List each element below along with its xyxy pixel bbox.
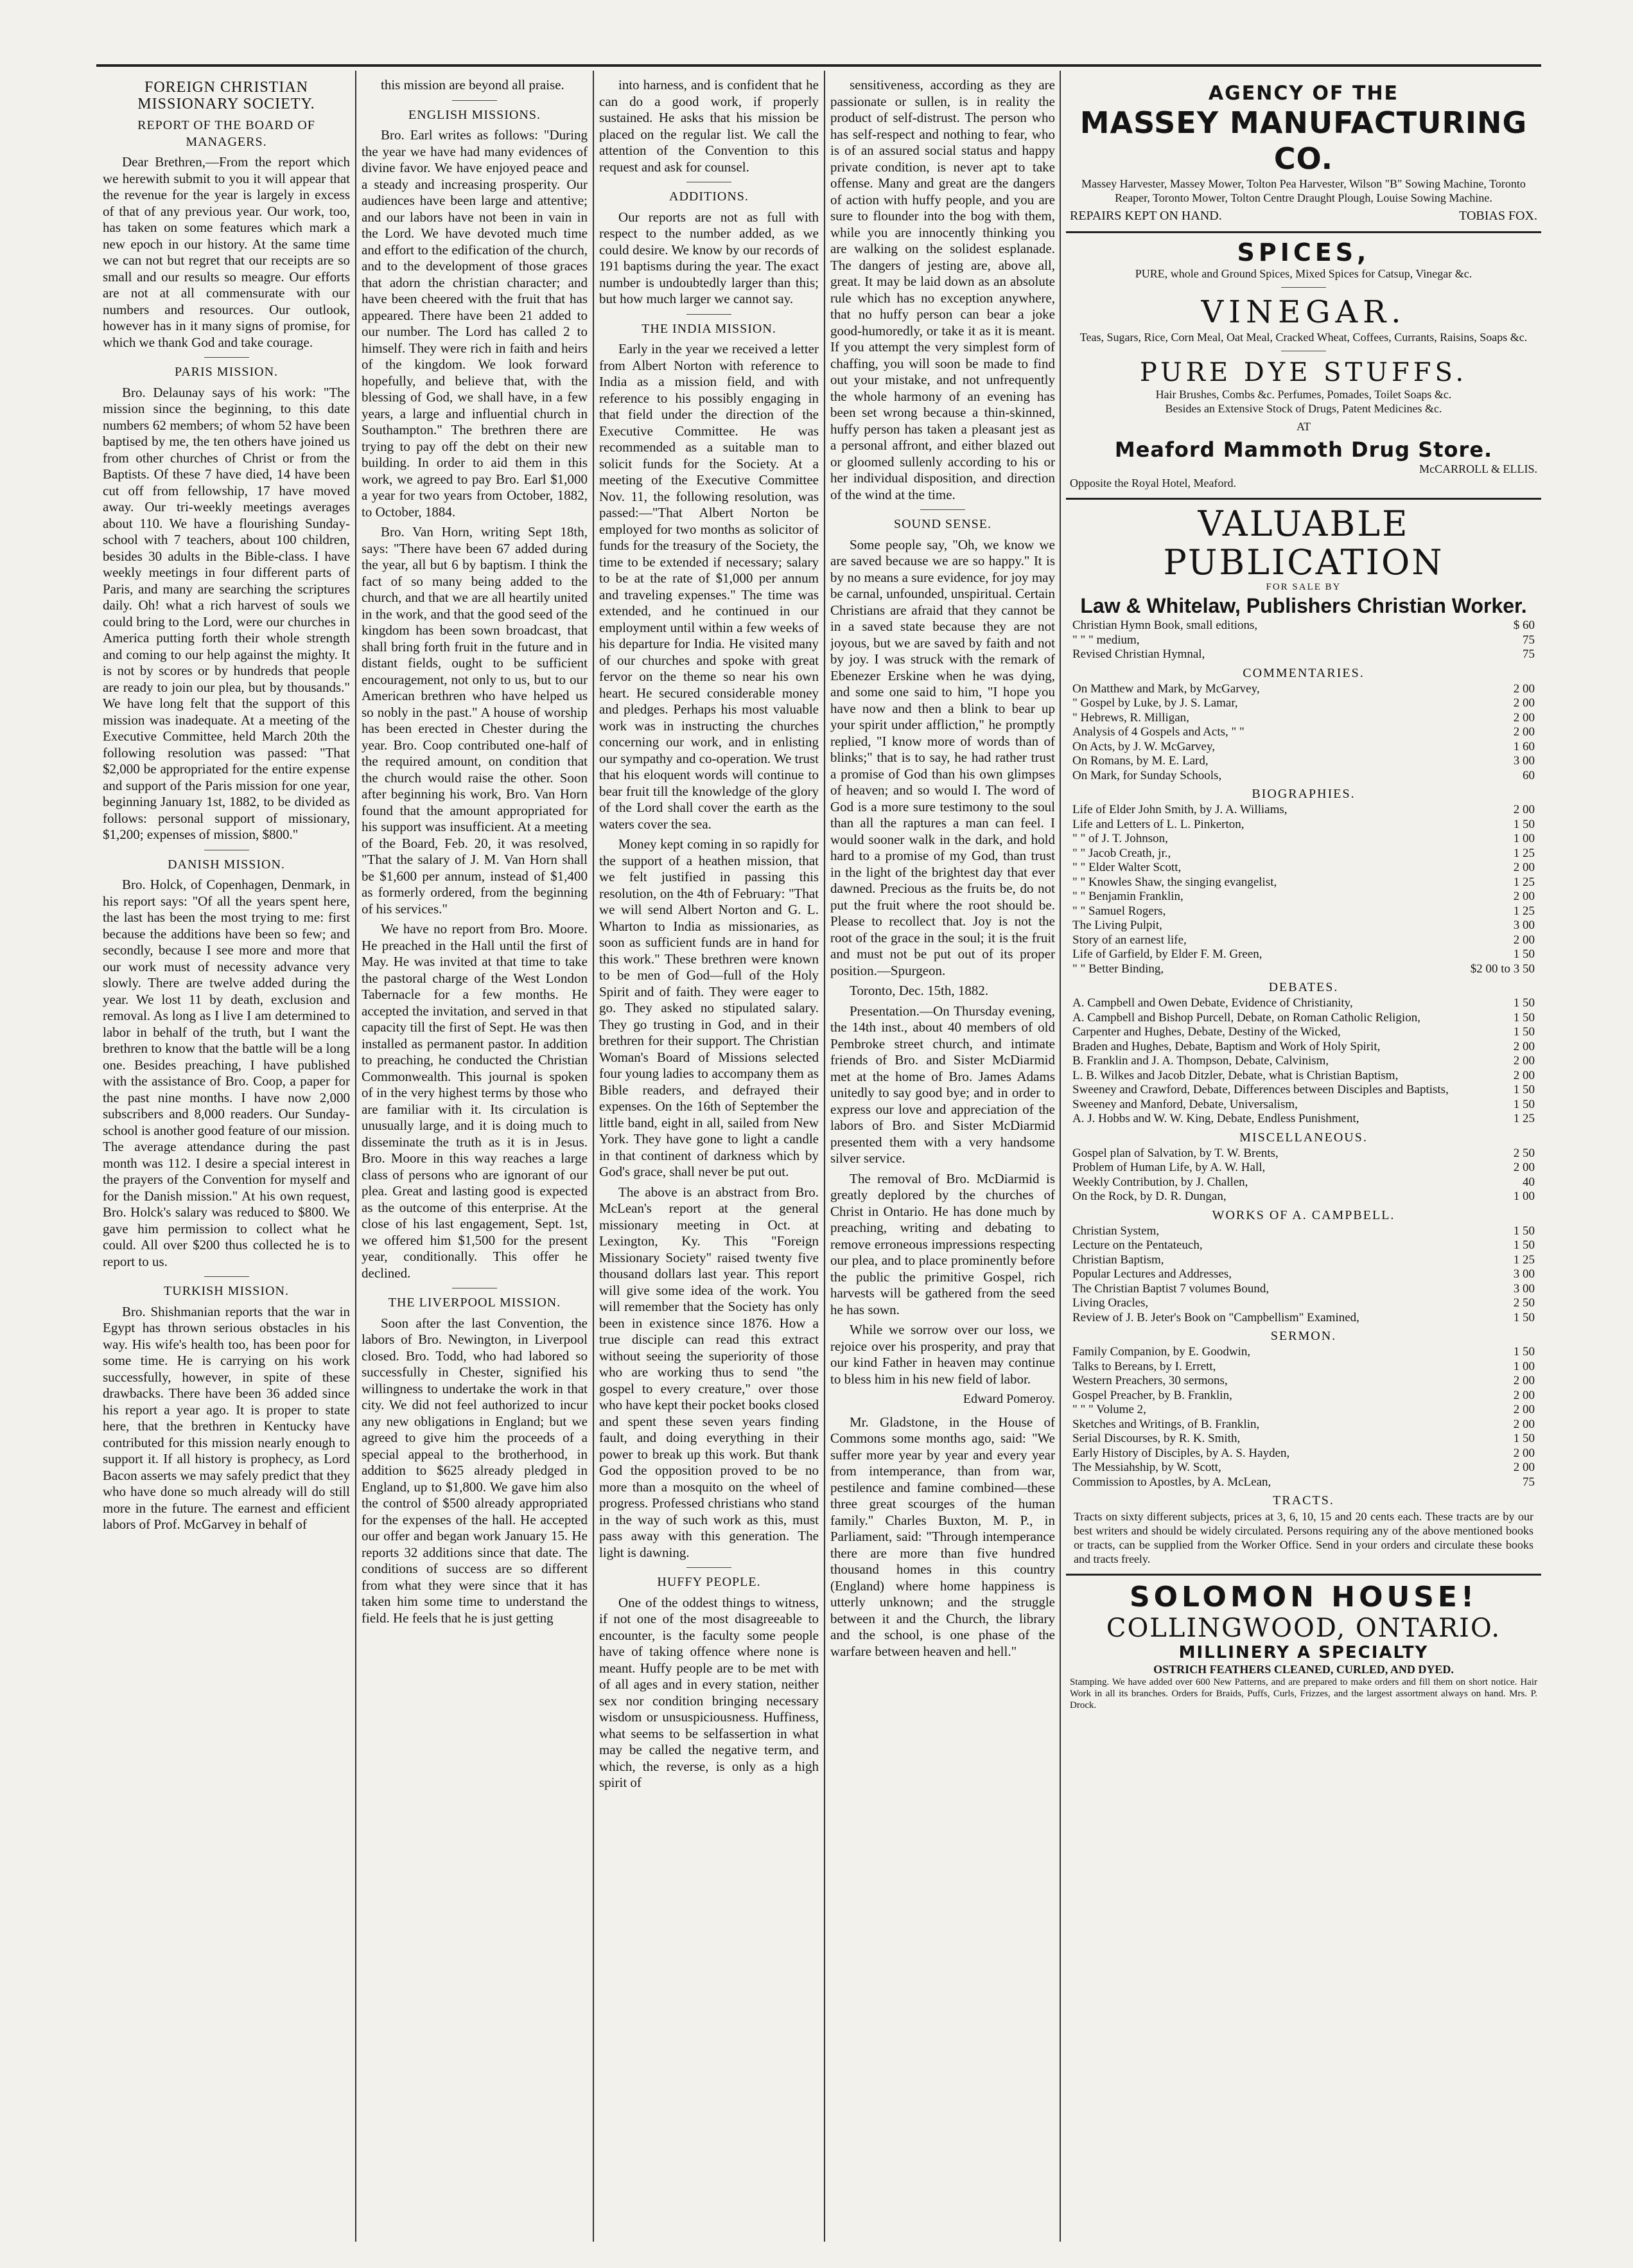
catalog-item-title: Sweeney and Crawford, Debate, Differences between Disciples and Baptists, xyxy=(1072,1083,1449,1096)
catalog-item-title: Life and Letters of L. L. Pinkerton, xyxy=(1072,817,1244,831)
article-paragraph: Presentation.—On Thursday evening, the 14th inst., about 40 members of old Pembroke street church, and intimate friends of Bro. and Sister McDiarmid met at the home of Bro. James Adams unitedly to say good bye; and in order to express our love and appreciation of the labors of Bro. and Sister McDiarmid presented them with a very handsome silver service. xyxy=(830,1003,1055,1166)
section-heading: PARIS MISSION. xyxy=(174,365,279,379)
catalog-item-title: On the Rock, by D. R. Dungan, xyxy=(1072,1190,1227,1203)
dye-body-2: Besides an Extensive Stock of Drugs, Patent Medicines &c. xyxy=(1165,402,1442,415)
catalog-item-title: Weekly Contribution, by J. Challen, xyxy=(1072,1175,1248,1189)
solomon-feathers: OSTRICH FEATHERS CLEANED, CURLED, AND DYED. xyxy=(1153,1663,1454,1676)
catalog-item-price: 2 00 xyxy=(1513,1374,1535,1387)
article-paragraph: The removal of Bro. McDiarmid is greatly deplored by the churches of Christ in Ontario. He has done much by preaching, writing and debating to remove erroneous impressions respecting our plea, and to place prominently before the public the primitive Gospel, rich harvests will be gathered from the seed he has sown. xyxy=(830,1170,1055,1317)
divider xyxy=(686,314,731,315)
catalog-item-title: Life of Garfield, by Elder F. M. Green, xyxy=(1072,947,1262,961)
catalog-item-price: 3 00 xyxy=(1513,754,1535,768)
catalog-item-title: Western Preachers, 30 sermons, xyxy=(1072,1374,1228,1387)
catalog-item xyxy=(1070,1389,1537,1403)
catalog-item-price: 2 00 xyxy=(1513,1446,1535,1460)
catalog-item xyxy=(1070,619,1537,633)
catalog-item-price: 1 00 xyxy=(1513,1190,1535,1203)
catalog-item-title: " " Knowles Shaw, the singing evangelist, xyxy=(1072,875,1277,889)
article-paragraph: While we sorrow over our loss, we rejoice over his prosperity, and pray that our kind Father in heaven may continue to bless him in his new field of labor. xyxy=(830,1322,1055,1387)
catalog-item xyxy=(1070,1238,1537,1253)
catalog-item-price: 2 00 xyxy=(1513,1161,1535,1174)
catalog-item xyxy=(1070,1069,1537,1084)
catalog-item xyxy=(1070,647,1537,662)
catalog-item xyxy=(1070,861,1537,875)
spices-body: PURE, whole and Ground Spices, Mixed Spices for Catsup, Vinegar &c. xyxy=(1135,267,1472,280)
divider xyxy=(686,1567,731,1568)
catalog-item-title: Popular Lectures and Addresses, xyxy=(1072,1267,1232,1281)
catalog-item-title: " " Jacob Creath, jr., xyxy=(1072,846,1171,860)
vinegar-body: Teas, Sugars, Rice, Corn Meal, Oat Meal, Cracked Wheat, Coffees, Currants, Raisins, Soaps &c. xyxy=(1079,331,1528,344)
catalog-item-price: 1 50 xyxy=(1513,1310,1535,1324)
column-rule xyxy=(1060,71,1061,2242)
catalog-item-price: 2 00 xyxy=(1513,1403,1535,1416)
catalog-item-title: Gospel plan of Salvation, by T. W. Brents, xyxy=(1072,1146,1279,1160)
article-paragraph: Bro. Holck, of Copenhagen, Denmark, in his report says: "Of all the years spent here, the last has been the most trying to me: first because the additions have been so few; and secondly, because I see more and more that our work must of necessity advance very slowly. There are twelve added during the year. We lost 11 by death, exclusion and removal. As long as I live I am determined to labor in behalf of the truth, but I want the brethren to know that the battle will be a long one. Besides preaching, I have published with the assistance of Bro. Coop, a paper for the past nine months. I have now 2,000 subscribers and 8,000 readers. Our Sunday-school is another good feature of our mission. The average attendance during the past month was 112. I desire a special interest in the prayers of the Convention for myself and for the Danish mission." At his own request, Bro. Holck's salary was reduced to $800. We gave him permission to collect what he could. All over $200 thus collected he is to report to us. xyxy=(103,877,350,1269)
section-heading: REPORT OF THE BOARD OF MANAGERS. xyxy=(137,118,315,149)
column-rule xyxy=(355,71,356,2242)
catalog-list xyxy=(1070,619,1537,1490)
catalog-item-title: The Messiahship, by W. Scott, xyxy=(1072,1461,1221,1474)
catalog-item xyxy=(1070,947,1537,962)
publication-catalog-ad xyxy=(1066,500,1541,1576)
catalog-item-title: On Romans, by M. E. Lard, xyxy=(1072,754,1209,768)
catalog-item xyxy=(1070,1374,1537,1389)
catalog-item-price: 2 00 xyxy=(1513,1388,1535,1402)
catalog-item-price: 2 00 xyxy=(1513,1417,1535,1431)
catalog-item xyxy=(1070,682,1537,697)
catalog-item-price: 2 50 xyxy=(1513,1146,1535,1160)
catalog-item xyxy=(1070,1054,1537,1069)
divider xyxy=(920,509,965,510)
catalog-item-title: A. J. Hobbs and W. W. King, Debate, Endless Punishment, xyxy=(1072,1112,1359,1125)
catalog-group-heading: COMMENTARIES. xyxy=(1243,665,1365,680)
catalog-title: VALUABLE PUBLICATION xyxy=(1163,504,1444,583)
catalog-item xyxy=(1070,740,1537,755)
catalog-item-title: B. Franklin and J. A. Thompson, Debate, Calvinism, xyxy=(1072,1054,1329,1068)
catalog-item-title: Review of J. B. Jeter's Book on "Campbellism" Examined, xyxy=(1072,1310,1359,1324)
catalog-item-title: L. B. Wilkes and Jacob Ditzler, Debate, what is Christian Baptism, xyxy=(1072,1068,1399,1082)
vinegar-title: VINEGAR. xyxy=(1201,294,1406,330)
section-heading: ADDITIONS. xyxy=(669,189,749,204)
catalog-item-title: Sketches and Writings, of B. Franklin, xyxy=(1072,1417,1260,1431)
spices-title: SPICES, xyxy=(1237,238,1370,267)
massey-ad xyxy=(1066,77,1541,233)
catalog-item xyxy=(1070,1112,1537,1127)
catalog-item-price: 2 50 xyxy=(1513,1296,1535,1310)
catalog-item xyxy=(1070,919,1537,933)
catalog-item xyxy=(1070,725,1537,740)
store-owners: McCARROLL & ELLIS. xyxy=(1419,462,1537,475)
advertisement-column xyxy=(1066,77,1541,2235)
dye-title: PURE DYE STUFFS. xyxy=(1139,358,1468,387)
solomon-place: COLLINGWOOD, ONTARIO. xyxy=(1106,1613,1501,1643)
catalog-item-price: 1 50 xyxy=(1513,1083,1535,1096)
catalog-item xyxy=(1070,875,1537,890)
catalog-item xyxy=(1070,1253,1537,1268)
catalog-item-price: 2 00 xyxy=(1513,696,1535,710)
catalog-publisher: Law & Whitelaw, Publishers Christian Worker. xyxy=(1080,594,1527,617)
solomon-title: SOLOMON HOUSE! xyxy=(1129,1581,1478,1613)
article-paragraph: Bro. Van Horn, writing Sept 18th, says: "There have been 67 added during the year, all but 6 by baptism. I think the fact of so many being added to the church, and that we are all heartily united in the work, and that the good seed of the kingdom has been sown broadcast, that shall bring forth fruit in the future and in distant fields, ought to be sufficient encouragement, not only to us, but to our American brethren who have helped us so nobly in the past." A house of worship has been erected in Chester during the year. Bro. Coop contributed one-half of the required amount, on condition that the church would raise the other. Soon after beginning his work, Bro. Van Horn found that the amount appropriated for his support was insufficient. At a meeting of the Board, Feb. 20, it was resolved, "That the salary of J. M. Van Horn shall be $1,600 per annum, instead of $1,400 as formerly ordered, from the beginning of his services." xyxy=(362,524,588,917)
catalog-group-heading: BIOGRAPHIES. xyxy=(1252,787,1356,801)
catalog-item xyxy=(1070,1267,1537,1282)
catalog-item-title: " " Elder Walter Scott, xyxy=(1072,861,1182,874)
drug-store-ad xyxy=(1066,233,1541,500)
catalog-item xyxy=(1070,890,1537,904)
catalog-item-title: Living Oracles, xyxy=(1072,1296,1149,1310)
article-paragraph: Our reports are not as full with respect to the number added, as we could desire. We know by our records of 191 baptisms during the year. The exact number is undoubtedly larger than this; but how much larger we cannot say. xyxy=(599,209,819,306)
catalog-item xyxy=(1070,1475,1537,1490)
catalog-item-title: The Living Pulpit, xyxy=(1072,919,1162,932)
article-paragraph: Some people say, "Oh, we know we are saved because we are so happy." It is by no means a sure evidence, for joy may be carnal, unfounded, unspiritual. Certain Christians are afraid that they cannot be in a saved state because they are not joyous, but we are saved by faith and not by joy. I was struck with the remark of Ebenezer Erskine when he was dying, and some one said to him, "I hope you have now and then a blink to bear up your spirit under affliction," he promptly replied, "I know more of words than of blinks;" that is to say, he had rather trust a promise of God than his own glimpses of heaven; and so would I. The word of God is a more sure testimony to the soul than all the raptures a man can feel. I would sooner walk in the dark, and hold hard to a promise of my God, than trust in the light of the brightest day that ever dawned. Precious as the fruits be, do not put the fruit where the root should be. Please to recollect that. Joy is not the root of the grace in the soul; it is the fruit and must not be put out of its proper position.—Spurgeon. xyxy=(830,536,1055,978)
catalog-item-price: 75 xyxy=(1523,647,1535,661)
catalog-item-price: 2 00 xyxy=(1513,933,1535,947)
catalog-item xyxy=(1070,1224,1537,1239)
section-heading: ENGLISH MISSIONS. xyxy=(408,107,541,122)
massey-title-line2: MASSEY MANUFACTURING CO. xyxy=(1079,105,1528,176)
catalog-item-price: 75 xyxy=(1523,633,1535,647)
catalog-item xyxy=(1070,1296,1537,1311)
catalog-item-price: 1 25 xyxy=(1513,904,1535,918)
catalog-item-price: 2 00 xyxy=(1513,803,1535,816)
catalog-item xyxy=(1070,1446,1537,1461)
catalog-item xyxy=(1070,847,1537,861)
catalog-item-title: " " Samuel Rogers, xyxy=(1072,904,1166,918)
catalog-item-price: 40 xyxy=(1523,1175,1535,1189)
catalog-group-heading: MISCELLANEOUS. xyxy=(1239,1130,1368,1145)
catalog-item-price: 1 50 xyxy=(1513,1238,1535,1252)
massey-repairs: REPAIRS KEPT ON HAND. xyxy=(1070,209,1222,223)
catalog-item-title: Talks to Bereans, by I. Errett, xyxy=(1072,1359,1216,1373)
catalog-item xyxy=(1070,933,1537,948)
catalog-item-price: 1 50 xyxy=(1513,947,1535,961)
catalog-item-title: Analysis of 4 Gospels and Acts, " " xyxy=(1072,725,1244,739)
catalog-item-price: 2 00 xyxy=(1513,681,1535,696)
catalog-item-title: Christian Hymn Book, small editions, xyxy=(1072,619,1258,632)
catalog-item xyxy=(1070,1282,1537,1297)
catalog-item-price: 2 00 xyxy=(1513,861,1535,874)
top-rule xyxy=(96,64,1541,67)
catalog-item-title: Christian Baptism, xyxy=(1072,1253,1164,1267)
catalog-item xyxy=(1070,803,1537,818)
article-paragraph: Early in the year we received a letter from Albert Norton with reference to India as a mission field, and with reference to his possibly engaging in that field under the direction of the Executive Committee. He was recommended as a suitable man to solicit funds for the Society. At a meeting of the Executive Committee Nov. 11, the following resolution, was passed:—"That Albert Norton be employed for two months as solicitor of funds for the treasury of the Society, the time to be extended if necessary; salary to be at the rate of $1,000 per annum and traveling expenses." The time was extended, and he continued in our employment until within a few weeks of his departure for India. He visited many of our churches and spoke with great fervor on the theme so near his own heart. He secured considerable money and pledges. Perhaps his most valuable work was in instructing the churches concerning our work, and in enlisting our sympathy and co-operation. We trust that his eloquent words will continue to bear fruit till the knowledge of the glory of the Lord shall cover the earth as the waters cover the sea. xyxy=(599,341,819,832)
article-paragraph: We have no report from Bro. Moore. He preached in the Hall until the first of May. He was invited at that time to take the pastoral charge of the West London Tabernacle for a few months. He accepted the invitation, and served in that capacity till the first of Sept. He was then installed as permanent pastor. In addition to preaching, he conducted the Christian Commonwealth. This journal is spoken of in the very highest terms by those who are familiar with it. Its circulation is unusually large, and it is doing much to disseminate the truth as it is in Jesus. Bro. Moore in this way reaches a large class of persons who are ignorant of our plea. Great and lasting good is expected as the outcome of this enterprise. At the close of his last engagement, Sept. 1st, we offered him $1,500 for the present year, conditionally. This offer he declined. xyxy=(362,921,588,1281)
catalog-item-price: 2 00 xyxy=(1513,1039,1535,1053)
catalog-item xyxy=(1070,1083,1537,1098)
section-heading: THE LIVERPOOL MISSION. xyxy=(388,1296,561,1310)
tracts-heading: TRACTS. xyxy=(1273,1493,1334,1508)
massey-title-line1: AGENCY OF THE xyxy=(1208,82,1399,105)
dye-body-1: Hair Brushes, Combs &c. Perfumes, Pomades, Toilet Soaps &c. xyxy=(1155,388,1452,401)
catalog-item-price: 1 50 xyxy=(1513,817,1535,831)
catalog-item xyxy=(1070,962,1537,977)
catalog-item-price: 1 50 xyxy=(1513,1345,1535,1358)
article-column-3 xyxy=(599,77,819,2235)
catalog-item xyxy=(1070,1190,1537,1204)
at-label: AT xyxy=(1297,420,1311,433)
catalog-item xyxy=(1070,832,1537,847)
divider xyxy=(452,100,497,101)
catalog-item-price: 2 00 xyxy=(1513,1068,1535,1082)
catalog-item-title: " Hebrews, R. Milligan, xyxy=(1072,710,1189,725)
catalog-item-price: 2 00 xyxy=(1513,890,1535,903)
article-paragraph: Bro. Shishmanian reports that the war in Egypt has thrown serious obstacles in his way. His wife's health too, has been poor for some time. He is carrying on his work successfully, however, in spite of these drawbacks. There have been 36 added since his report a year ago. It is proper to state here, that the brethren in Kentucky have contributed for this mission nearly enough to support it. If all history is prophecy, as Lord Bacon asserts we may safely predict that they who have done so much already will do still more in the future. The earnest and efficient labors of Prof. McGarvey in behalf of xyxy=(103,1303,350,1532)
catalog-item xyxy=(1070,1161,1537,1175)
catalog-item xyxy=(1070,754,1537,769)
catalog-item-price: 1 25 xyxy=(1513,1253,1535,1267)
divider xyxy=(204,357,249,358)
catalog-item-title: Gospel Preacher, by B. Franklin, xyxy=(1072,1388,1232,1402)
catalog-for-sale: FOR SALE BY xyxy=(1266,582,1341,592)
article-paragraph: Toronto, Dec. 15th, 1882. xyxy=(850,983,989,998)
catalog-item xyxy=(1070,1345,1537,1360)
catalog-item xyxy=(1070,1147,1537,1161)
catalog-item-price: $2 00 to 3 50 xyxy=(1470,962,1535,976)
catalog-item xyxy=(1070,633,1537,648)
catalog-item xyxy=(1070,1432,1537,1446)
catalog-item xyxy=(1070,1461,1537,1475)
catalog-item-title: " " of J. T. Johnson, xyxy=(1072,832,1168,845)
section-heading: HUFFY PEOPLE. xyxy=(657,1575,761,1589)
catalog-item-price: 3 00 xyxy=(1513,1281,1535,1296)
catalog-item-price: 1 50 xyxy=(1513,1010,1535,1024)
section-heading: DANISH MISSION. xyxy=(168,857,285,872)
article-paragraph: this mission are beyond all praise. xyxy=(381,77,564,92)
article-paragraph: sensitiveness, according as they are passionate or sullen, is in reality the product of self-distrust. The person who has self-respect and nothing to fear, who is of an assured social status and happy private condition, is never apt to take offense. Many and great are the dangers of action with huffy people, and you are sure to flounder into the bog with them, while you are innocently thinking you are walking on the solidest esplanade. The dangers of jesting are, above all, great. It may be laid down as an absolute rule which has no exception anywhere, that no huffy person can bear a joke good-humoredly, or take it as it is meant. If you attempt the very simplest form of chaffing, you will soon be made to find out your mistake, and not unfrequently the whole harmony of an evening has been set wrong because a thin-skinned, huffy person has taken a pleasant jest as a personal affront, and either blazed out or gloomed sullenly according to his or her individual disposition, and direction of the wind at the time. xyxy=(830,77,1055,502)
catalog-item-title: On Acts, by J. W. McGarvey, xyxy=(1072,739,1215,753)
catalog-item xyxy=(1070,1025,1537,1040)
catalog-item-title: A. Campbell and Owen Debate, Evidence of Christianity, xyxy=(1072,996,1353,1010)
article-paragraph: Soon after the last Convention, the labors of Bro. Newington, in Liverpool closed. Bro. Todd, who had labored so successfully in Chester, signified his willingness to undertake the work in that city. We did not feel authorized to incur any new obligations in England; but we agreed to give him the proceeds of a special appeal to the brotherhood, in addition to $625 already pledged in England, up to $1,800. We gave him also the control of $500 already appropriated for the expenses of the hall. He accepted our offer and began work January 15. He reports 32 additions since that date. The conditions of success are so different from what they were since that it has taken him some time to understand the field. He feels that he is just getting xyxy=(362,1315,588,1626)
catalog-item-title: Serial Discourses, by R. K. Smith, xyxy=(1072,1432,1241,1445)
article-column-2 xyxy=(362,77,588,2235)
catalog-item-price: 2 00 xyxy=(1513,710,1535,725)
catalog-item-title: On Matthew and Mark, by McGarvey, xyxy=(1072,681,1260,696)
catalog-item-title: Sweeney and Manford, Debate, Universalism, xyxy=(1072,1097,1298,1111)
massey-agent: TOBIAS FOX. xyxy=(1459,209,1537,223)
catalog-item-price: 2 00 xyxy=(1513,1054,1535,1068)
catalog-group-heading: DEBATES. xyxy=(1268,980,1339,994)
catalog-item-title: " " " medium, xyxy=(1072,633,1140,647)
catalog-item xyxy=(1070,996,1537,1011)
store-address: Opposite the Royal Hotel, Meaford. xyxy=(1070,477,1236,489)
catalog-item-price: 1 25 xyxy=(1513,1112,1535,1125)
catalog-item-price: 1 00 xyxy=(1513,1359,1535,1373)
article-paragraph: Dear Brethren,—From the report which we herewith submit to you it will appear that the revenue for the year is largely in excess of that of any previous year. Our work, too, has taken on some features which mark a new epoch in our history. At the same time we can not but regret that our receipts are so small and our results so meagre. Our efforts are not at all commensurate with our numbers and resources. Our outlook, however has in it many signs of promise, for which we thank God and take courage. xyxy=(103,154,350,350)
catalog-item xyxy=(1070,1403,1537,1418)
catalog-item-title: A. Campbell and Bishop Purcell, Debate, on Roman Catholic Religion, xyxy=(1072,1010,1420,1024)
article-column-4 xyxy=(830,77,1055,2235)
catalog-item-price: 1 60 xyxy=(1513,739,1535,753)
catalog-item-title: " Gospel by Luke, by J. S. Lamar, xyxy=(1072,696,1238,710)
catalog-item xyxy=(1070,818,1537,832)
catalog-item xyxy=(1070,1175,1537,1190)
catalog-item-title: Life of Elder John Smith, by J. A. Williams, xyxy=(1072,803,1288,816)
section-heading: TURKISH MISSION. xyxy=(164,1284,289,1298)
store-name: Meaford Mammoth Drug Store. xyxy=(1114,437,1493,462)
catalog-item-price: 60 xyxy=(1523,768,1535,782)
catalog-item-title: Christian System, xyxy=(1072,1224,1160,1238)
catalog-item-price: 1 50 xyxy=(1513,1097,1535,1111)
catalog-item xyxy=(1070,1098,1537,1112)
catalog-item-title: Lecture on the Pentateuch, xyxy=(1072,1238,1203,1252)
article-signature: Edward Pomeroy. xyxy=(963,1392,1055,1406)
catalog-item-price: 3 00 xyxy=(1513,919,1535,932)
divider xyxy=(1281,287,1326,288)
catalog-group-heading: WORKS OF A. CAMPBELL. xyxy=(1212,1208,1395,1222)
catalog-item xyxy=(1070,769,1537,784)
catalog-item-price: 2 00 xyxy=(1513,1461,1535,1474)
catalog-item-title: " " Benjamin Franklin, xyxy=(1072,890,1183,903)
catalog-item-price: $ 60 xyxy=(1513,619,1535,632)
solomon-house-ad xyxy=(1066,1576,1541,1719)
massey-footer xyxy=(1070,209,1537,224)
catalog-item-price: 1 25 xyxy=(1513,846,1535,860)
catalog-item-price: 1 25 xyxy=(1513,875,1535,889)
column-title: FOREIGN CHRISTIAN MISSIONARY SOCIETY. xyxy=(137,79,315,112)
solomon-body: Stamping. We have added over 600 New Patterns, and are prepared to make orders and fill them on short notice. Hair Work in all its branches. Orders for Braids, Puffs, Curls, Frizzes, and the largest assortment always on hand. Mrs. P. Drock. xyxy=(1070,1677,1537,1710)
catalog-item xyxy=(1070,711,1537,726)
massey-body: Massey Harvester, Massey Mower, Tolton Pea Harvester, Wilson "B" Sowing Machine, Toronto Reaper, Toronto Mower, Tolton Centre Draught Plough, Louise Sowing Machine. xyxy=(1081,177,1526,204)
catalog-item-price: 1 00 xyxy=(1513,832,1535,845)
section-heading: THE INDIA MISSION. xyxy=(642,321,776,336)
section-heading: SOUND SENSE. xyxy=(893,517,992,531)
catalog-item-price: 2 00 xyxy=(1513,725,1535,739)
catalog-item-title: " " " Volume 2, xyxy=(1072,1403,1146,1416)
catalog-item-title: Family Companion, by E. Goodwin, xyxy=(1072,1345,1251,1358)
solomon-specialty: MILLINERY A SPECIALTY xyxy=(1178,1643,1429,1662)
catalog-item-title: Revised Christian Hymnal, xyxy=(1072,647,1205,661)
catalog-group-heading: SERMON. xyxy=(1270,1329,1337,1343)
catalog-item xyxy=(1070,1040,1537,1055)
catalog-item xyxy=(1070,1360,1537,1375)
catalog-item xyxy=(1070,696,1537,711)
catalog-item-title: Problem of Human Life, by A. W. Hall, xyxy=(1072,1161,1266,1174)
article-paragraph: Bro. Delaunay says of his work: "The mission since the beginning, to this date numbers 62 members; of whom 52 have been baptised by me, the ten others have joined us from other churches of Christ or from the Baptists. Of these 7 have died, 14 have been cut off from fellowship, 17 have moved away. Our tri-weekly meetings averages about 110. We have a flourishing Sunday-school with 7 teachers, about 100 children, besides 30 adults in the Bible-class. I have weekly meetings in four different parts of Paris, and many are searching the scriptures daily. Oh! what a rich harvest of souls we could bring to the Lord, were our churches in America putting forth their whole strength and coming to our help against the mighty. It is not by scores or by hundreds that people are ready to join our plea, but by thousands." We have long felt that the support of this mission was inadequate. At a meeting of the Executive Committee, held March 20th the following resolution was passed: "That $2,000 be appropriated for the entire expense and support of the Paris mission for one year, beginning January 1st, 1882, to be divided as follows: personal support of missionary, $1,200; expenses of mission, $800." xyxy=(103,384,350,842)
catalog-item-title: The Christian Baptist 7 volumes Bound, xyxy=(1072,1281,1270,1296)
catalog-item xyxy=(1070,1311,1537,1326)
article-column-1 xyxy=(103,77,350,2235)
article-paragraph: One of the oddest things to witness, if not one of the most disagreeable to encounter, is the faculty some people have of taking offence where none is meant. Huffy people are to be met with of all ages and in every station, neither sex nor condition bringing necessary wisdom or unsuspiciousness. Huffiness, what seems to be selfassertion in what may be called the negative term, and which, the reverse, is only as a high spirit of xyxy=(599,1594,819,1790)
catalog-item-title: On Mark, for Sunday Schools, xyxy=(1072,768,1222,782)
column-rule xyxy=(824,71,825,2242)
catalog-item-title: Carpenter and Hughes, Debate, Destiny of the Wicked, xyxy=(1072,1025,1341,1039)
article-paragraph: Mr. Gladstone, in the House of Commons some months ago, said: "We suffer more year by year and every year from intemperance, than from war, pestilence and famine combined—these three great scourges of the human family." Charles Buxton, M. P., in Parliament, said: "Through intemperance there are more than five hundred thousand homes in this country (England) where home happiness is utterly unknown; and the struggle between it and the Church, the library and the school, is one phase of the warfare between heaven and hell." xyxy=(830,1414,1055,1659)
tracts-body: Tracts on sixty different subjects, prices at 3, 6, 10, 15 and 20 cents each. These tracts are by our best writers and should be widely circulated. Persons requiring any of the above mentioned books or tracts, can be supplied from the Worker Office. Send in your orders and circulate these books and tracts freely. xyxy=(1074,1510,1533,1565)
catalog-item-title: Early History of Disciples, by A. S. Hayden, xyxy=(1072,1446,1290,1460)
catalog-item-price: 75 xyxy=(1523,1475,1535,1489)
catalog-item-title: Commission to Apostles, by A. McLean, xyxy=(1072,1475,1271,1489)
catalog-item-price: 1 50 xyxy=(1513,996,1535,1010)
catalog-item xyxy=(1070,1011,1537,1026)
column-rule xyxy=(593,71,594,2242)
catalog-item-price: 1 50 xyxy=(1513,1025,1535,1039)
catalog-item xyxy=(1070,1418,1537,1432)
article-paragraph: The above is an abstract from Bro. McLean's report at the general missionary meeting in Oct. at Lexington, Ky. This "Foreign Missionary Society" raised twenty five thousand dollars last year. This report will give some idea of the work. You will remember that the Society has only been in existence since 1876. How a true disciple can read this extract without seeing the superiority of those who are working thus to send "the gospel to every creature," over those who have kept their pocket books closed and spent these seven years finding fault, and doing everything in their power to break up this work. But thank God the opposition proved to be no more than a mosquito on the wheel of progress. Professed christians who stand in the way of such work as this, must pass away with this generation. The light is dawning. xyxy=(599,1184,819,1560)
article-paragraph: Bro. Earl writes as follows: "During the year we have had many evidences of divine favor. We have enjoyed peace and a steady and increasing prosperity. Our audiences have been large and attentive; and our labors have not been in vain in the Lord. We have devoted much time and effort to the edification of the church, and to the development of those graces that adorn the christian character; and have been cheered with the fruit that has appeared. There have been 21 added to our number. The Lord has called 2 to himself. They were rich in faith and heirs of the kingdom. We look forward hopefully, and believe that, with the blessing of God, we shall have, in a few years, a large and influential church in Southampton." The brethren there are trying to pay off the debt on their new building. In order to aid them in this work, we agreed to pay Bro. Earl $1,000 a year for two years from October, 1882, to October, 1884. xyxy=(362,127,588,520)
catalog-item-title: " " Better Binding, xyxy=(1072,962,1164,976)
article-paragraph: Money kept coming in so rapidly for the support of a heathen mission, that we felt justified in passing this resolution, on the 4th of February: "That we will send Albert Norton and G. L. Wharton to India as missionaries, as soon as sufficient funds are in hand for this work." These brethren were known to be men of God—full of the Holy Spirit and of faith. They were eager to go. They asked no stipulated salary. They go trusting in God, and in their brethren for their support. The Christian Woman's Board of Missions selected four young ladies to accompany them as Bible readers, and defrayed their expenses. On the 16th of September the little band, eight in all, sailed from New York. They have gone to light a candle in that continent of darkness which by God's grace, shall never be put out. xyxy=(599,836,819,1179)
article-paragraph: into harness, and is confident that he can do a good work, if properly sustained. He asks that his mission be placed on the regular list. We call the attention of the Convention to this request and ask for counsel. xyxy=(599,77,819,175)
catalog-item-title: Braden and Hughes, Debate, Baptism and Work of Holy Spirit, xyxy=(1072,1039,1381,1053)
catalog-item-price: 1 50 xyxy=(1513,1224,1535,1238)
catalog-item xyxy=(1070,904,1537,919)
catalog-item-title: Story of an earnest life, xyxy=(1072,933,1187,947)
catalog-item-price: 3 00 xyxy=(1513,1267,1535,1281)
divider xyxy=(204,1276,249,1277)
catalog-item-price: 1 50 xyxy=(1513,1432,1535,1445)
